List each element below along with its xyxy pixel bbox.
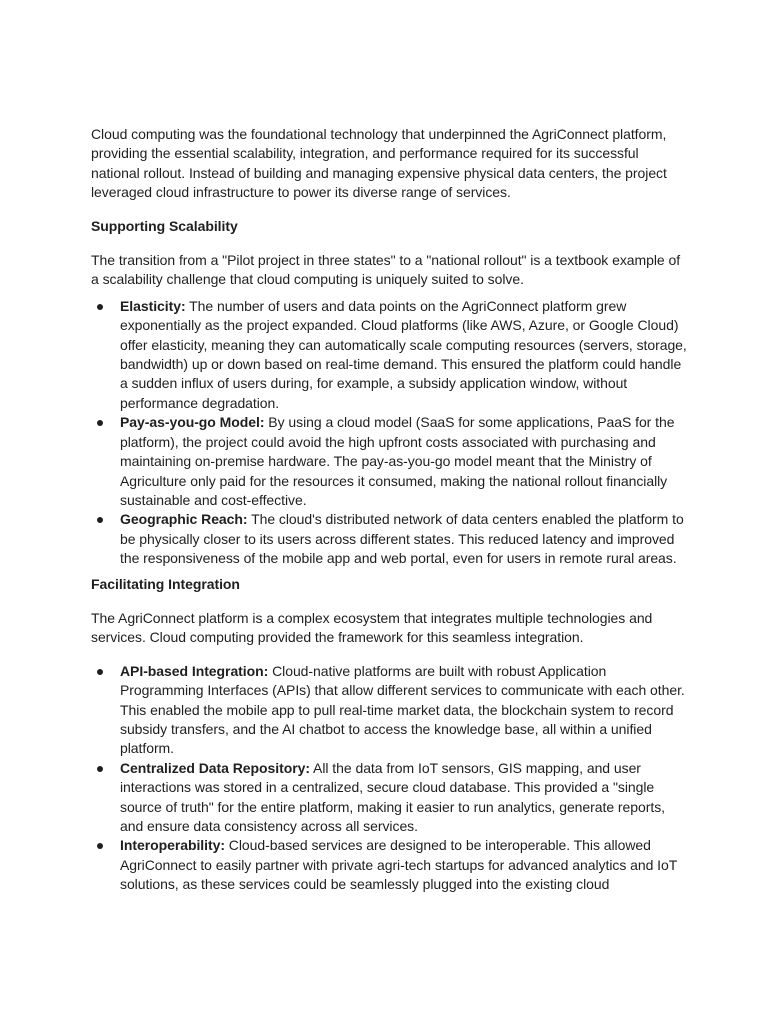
scalability-heading: Supporting Scalability xyxy=(91,217,238,234)
bullet-icon xyxy=(97,766,103,772)
list-item xyxy=(91,510,691,568)
intro-paragraph: Cloud computing was the foundational technology that underpinned the AgriConnect platform, providing the essential scalability, integration, and performance required for its successful national rollout. Instead of building and managing expensive physical data centers, the project leveraged cloud infrastructure to power its diverse range of services. xyxy=(91,126,667,201)
bullet-icon xyxy=(97,304,103,310)
list-item-text: By using a cloud model (SaaS for some applications, PaaS for the platform), the project could avoid the high upfront costs associated with purchasing and maintaining on-premise hardware. The pay-as-you-go model meant that the Ministry of Agriculture only paid for the resources it consumed, making the national rollout financially sustainable and cost-effective. xyxy=(120,414,675,508)
scalability-lead-paragraph: The transition from a "Pilot project in three states" to a "national rollout" is a textbook example of a scalability challenge that cloud computing is uniquely suited to solve. xyxy=(91,252,681,288)
list-item-text: The cloud's distributed network of data centers enabled the platform to be physically closer to its users across different states. This reduced latency and improved the responsiveness of the mobile app and web portal, even for users in remote rural areas. xyxy=(120,511,684,567)
list-item xyxy=(91,662,691,759)
list-item xyxy=(91,836,691,894)
integration-lead-paragraph: The AgriConnect platform is a complex ecosystem that integrates multiple technologies and services. Cloud computing provided the framework for this seamless integration. xyxy=(91,609,653,646)
list-item-term: Geographic Reach: xyxy=(120,511,248,528)
list-item-term: Elasticity: xyxy=(120,297,186,314)
bullet-icon xyxy=(97,420,103,426)
list-item xyxy=(91,297,691,413)
list-item-term: Pay-as-you-go Model: xyxy=(120,414,265,431)
bullet-icon xyxy=(97,669,103,675)
list-item xyxy=(91,413,691,510)
list-item-term: API-based Integration: xyxy=(120,662,269,679)
bullet-icon xyxy=(97,517,103,523)
list-item-term: Centralized Data Repository: xyxy=(120,759,310,776)
integration-list xyxy=(91,662,691,895)
list-item-text: The number of users and data points on the AgriConnect platform grew exponentially as the project expanded. Cloud platforms (like AWS, Azure, or Google Cloud) offer elasticity, meaning they can automatically scale computing resources (servers, storage, bandwidth) up or down based on real-time demand. This ensured the platform could handle a sudden influx of users during, for example, a subsidy application window, without performance degradation. xyxy=(120,297,687,411)
bullet-icon xyxy=(97,843,103,849)
list-item-text: Cloud-native platforms are built with robust Application Programming Interfaces (APIs) that allow different services to communicate with each other. This enabled the mobile app to pull real-time market data, the blockchain system to record subsidy transfers, and the AI chatbot to access the knowledge base, all within a unified platform. xyxy=(120,662,685,757)
list-item-text: All the data from IoT sensors, GIS mapping, and user interactions was stored in a centralized, secure cloud database. This provided a "single source of truth" for the entire platform, making it easier to run analytics, generate reports, and ensure data consistency across all services. xyxy=(120,759,665,834)
list-item xyxy=(91,759,691,837)
integration-heading: Facilitating Integration xyxy=(91,575,240,592)
scalability-list xyxy=(91,297,691,569)
list-item-term: Interoperability: xyxy=(120,837,225,854)
document-page xyxy=(91,125,691,901)
list-item-text: Cloud-based services are designed to be interoperable. This allowed AgriConnect to easily partner with private agri-tech startups for advanced analytics and IoT solutions, as these services could be seamlessly plugged into the existing cloud xyxy=(120,837,677,893)
